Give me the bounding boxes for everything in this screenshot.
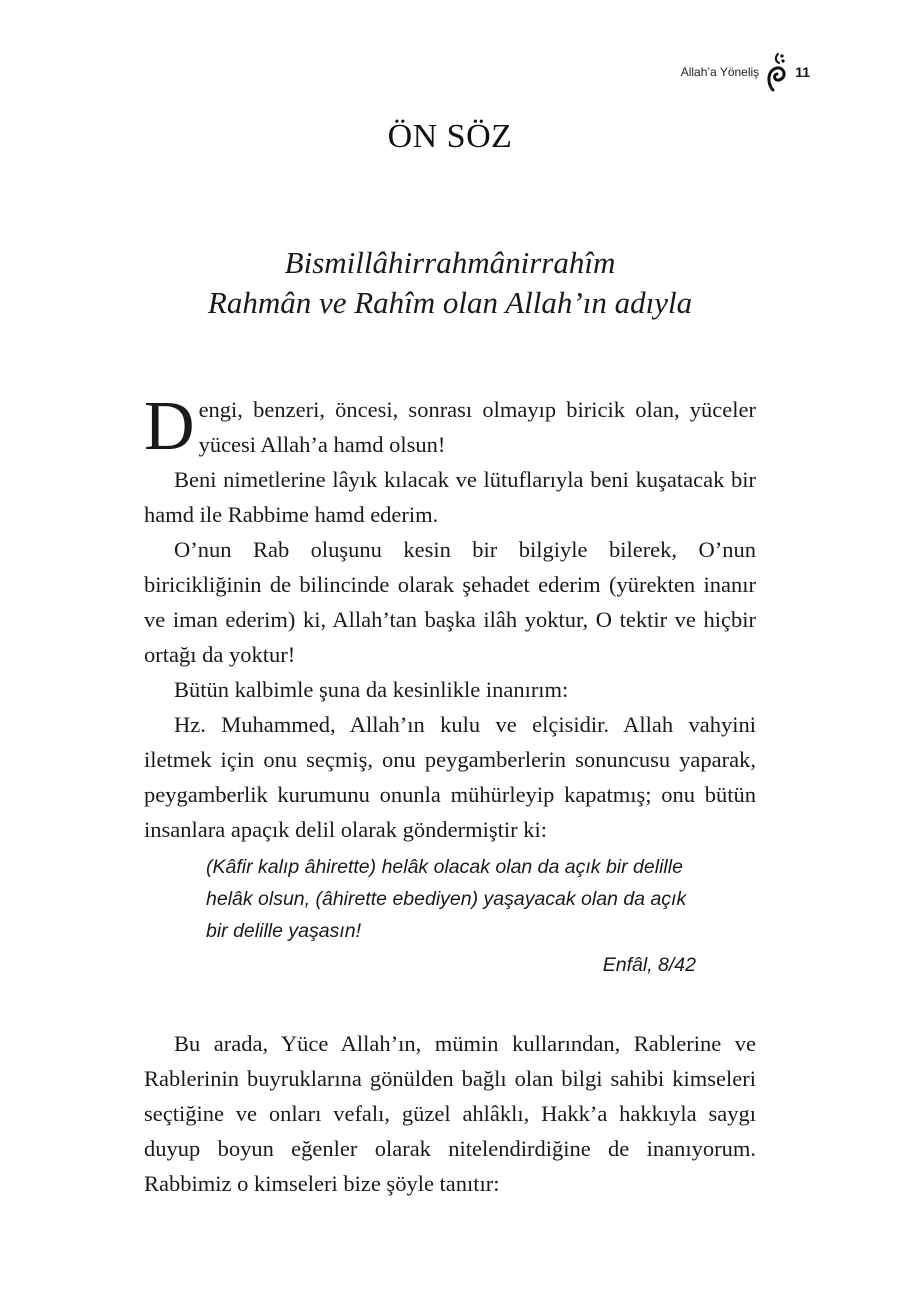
basmala-line-2: Rahmân ve Rahîm olan Allah’ın adıyla: [207, 285, 693, 320]
paragraph-6: Bu arada, Yüce Allah’ın, mümin kullarından, Rablerine ve Rablerinin buyruklarına gönülden bağlı olan bilgi sahibi kimseleri seçtiğine ve onları vefalı, güzel ahlâklı, Hakk’a hakkıyla saygı duyup boyun eğenler olarak nitelendirdiğine de inanıyorum. Rabbimiz o kimseleri bize şöyle tanıtır:: [144, 1031, 756, 1196]
ornament-icon: [765, 50, 789, 94]
paragraph-4: Bütün kalbimle şuna da kesinlikle inanırım:: [174, 677, 569, 702]
chapter-title: ÖN SÖZ: [387, 118, 513, 155]
paragraph-1-text: engi, benzeri, öncesi, sonrası olmayıp biricik olan, yüceler yücesi Allah’a hamd olsun!: [198, 397, 756, 457]
page-number: 11: [795, 64, 810, 80]
quote-text: (Kâfir kalıp âhirette) helâk olacak olan da açık bir delille helâk olsun, (âhirette ebediyen) yaşayacak olan da açık bir delille yaşasın!: [206, 856, 687, 942]
body-text: [144, 388, 756, 1201]
basmala: [0, 243, 900, 323]
running-title: Allah’a Yöneliş: [680, 65, 760, 79]
paragraph-2: Beni nimetlerine lâyık kılacak ve lütuflarıyla beni kuşatacak bir hamd ile Rabbime hamd ederim.: [144, 467, 756, 527]
drop-cap: D: [144, 388, 195, 465]
paragraph-3: O’nun Rab oluşunu kesin bir bilgiyle bilerek, O’nun biricikliğinin de bilincinde olarak şehadet ederim (yürekten inanır ve iman ederim) ki, Allah’tan başka ilâh yoktur, O tektir ve hiçbir ortağı da yoktur!: [144, 537, 756, 667]
quote-source: Enfâl, 8/42: [602, 954, 696, 976]
paragraph-1: [144, 388, 756, 465]
paragraph-5: Hz. Muhammed, Allah’ın kulu ve elçisidir. Allah vahyini iletmek için onu seçmiş, onu peygamberlerin sonuncusu yaparak, peygamberlik kurumunu onunla mühürleyip kapatmış; onu bütün insanlara apaçık delil olarak göndermiştir ki:: [144, 712, 756, 842]
basmala-line-1: Bismillâhirrahmânirrahîm: [284, 245, 616, 280]
page-header: [681, 50, 810, 94]
block-quote: [206, 851, 696, 981]
